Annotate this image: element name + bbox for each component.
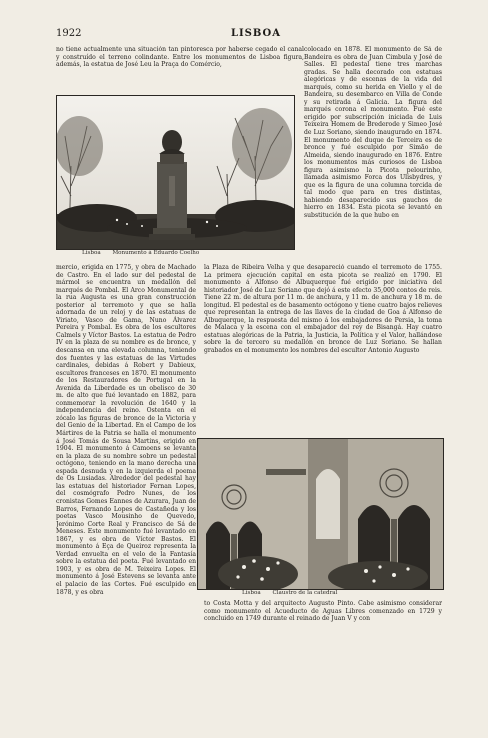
text-bottom-right	[204, 600, 442, 630]
caption-text: Claustro de la catedral	[272, 590, 338, 596]
page-number: 1922	[56, 28, 82, 39]
text-top-right	[304, 46, 442, 262]
photo-monument	[56, 95, 295, 250]
paragraph: colocado en 1878. El monumento de Sá de Bandeira es obra de Juan Cimbula y José de Salles. El pedestal tiene tres marchas gradas. Se halla decorado con estatuas alegóricas y de escenas de la vida del marqués, como su herida en Viello y el de Bandeira, su desembarco en Villa de Conde y su retirada á Galicia. La figura del marqués corona el monumento. Fué este erigido por subscripción iniciada de Luis Teixeira Homem de Brederode y Simeo José de Luz Soriano, siendo inaugurado en 1874. El monumento del duque de Terceira es de bronce y fué esculpido por Simão de Almeida, siendo inaugurado en 1876. Entre los monumentos más curiosos de Lisboa figura asimismo la Picota pelourinho, llamada asimismo Forca dos Ulisbydres, y que es la figura de una columna torcida de tal modo que para en tres distintas, habiendo desaparecido sus gauchos de hierro en 1834. Esta picota se levantó en substitución de la que hubo en	[304, 46, 442, 220]
paragraph: to Costa Motta y del arquitecto Augusto Pinto. Cabe asimismo considerar como monumento el Acueducto de Aguas Libres comenzado en 1729 y concluido en 1749 durante el reinado de Juan V y con	[204, 600, 442, 623]
text-top-left	[56, 46, 304, 92]
running-header	[56, 28, 456, 42]
text-right-column	[204, 264, 442, 438]
photo-monument-image	[57, 96, 294, 249]
photo-cloister	[197, 438, 444, 590]
paragraph: mercio, erigida en 1775, y obra de Machado de Castro. En el lado sur del pedestal de mármol se encuentra un medallón del marqués de Pombal. El Arco Monumental de la rua Augusta es una gran construcción posterior al terremoto y que se halla adornada de un reloj y de las estatuas de Viriato, Vasco de Gama, Nuno Álvarez Pereira y Pombal. Es obra de los escultores Calmels y Víctor Bastos. La estatua de Pedro IV en la plaza de su nombre es de bronce, y descansa en una elevada columna, teniendo dos fuentes y las estatuas de las Virtudes cardinales, debidas á Robert y Dabieux, escultores franceses en 1870. El monumento de los Restauradores de Portugal en la Avenida da Liberdade es un obelisco de 30 m. de alto que fué levantado en 1882, para conmemorar la revolución de 1640 y la independencia del reino. Ostenta en el zócalo las figuras de bronce de la Victoria y del Genio de la Libertad. En el Campo de los Mártires de la Patria se halla el monumento á José Tomás de Sousa Martins, erigido en 1904. El monumento á Camoens se levanta en la plaza de su nombre sobre un pedestal octógono, teniendo en la mano derecha una espada desnuda y en la izquierda el poema de Os Lusiadas. Alrededor del pedestal hay las estatuas del historiador Fernan Lopes, del cosmógrafo Pedro Nunes, de los cronistas Gomes Eannes de Azurara, Juan de Barros, Fernando Lopes de Castañeda y los poetas Vasco Mousinho de Quevedo, Jerónimo Corte Real y Francisco de Sá de Meneses. Este monumento fué levantado en 1867, y es obra de Víctor Bastos. El monumento á Eça de Queiroz representa la Verdad envuelta en el velo de la Fantasía sobre la estatua del poeta. Fué levantado en 1903, y es obra de M. Teixeira Lopes. El monumento á José Estevens se levanta ante el palacio de las Cortes. Fué esculpido en 1878, y es obra	[56, 264, 196, 596]
photo-monument-caption	[82, 250, 312, 257]
caption-place: Lisboa	[242, 590, 261, 596]
paragraph: la Plaza de Ribeira Velha y que desapareció cuando el terremoto de 1755. La primera ejecución capital en esta picota se realizó en 1790. El monumento á Alfonso de Albuquerque fué erigido por iniciativa del historiador José de Luz Soriano que dejó á este efecto 35,000 contos de reis. Tiene 22 m. de altura por 11 m. de anchura, y 11 m. de anchura y 18 m. de longitud. El pedestal es de basamento octógono y tiene cuatro bajos relieves que representan la entrega de las llaves de la ciudad de Goa á Alfonso de Albuquerque, la respuesta del mismo á los embajadores de Persia, la toma de Malaca y la escena con el embajador del rey de Bisangá. Hay cuatro estatuas alegóricas de la Patria, la Justicia, la Política y el Valor, hallándose sobre la de tercero su medallón en bronce de Luz Soriano. Se hallan grabados en el monumento los nombres del escultor Antonio Augusto	[204, 264, 442, 355]
running-title: LISBOA	[230, 28, 282, 39]
paragraph: no tiene actualmente una situación tan pintoresca por haberse cegado el canal y construído el terreno colindante. Entre los monumentos de Lisboa figura, además, la estatua de José Leu la Praça do Comércio,	[56, 46, 304, 69]
caption-text: Monumento á Eduardo Coelho	[112, 250, 200, 256]
text-left-column	[56, 264, 196, 738]
photo-cloister-image	[198, 439, 443, 589]
photo-cloister-caption	[242, 590, 442, 597]
caption-place: Lisboa	[82, 250, 101, 256]
